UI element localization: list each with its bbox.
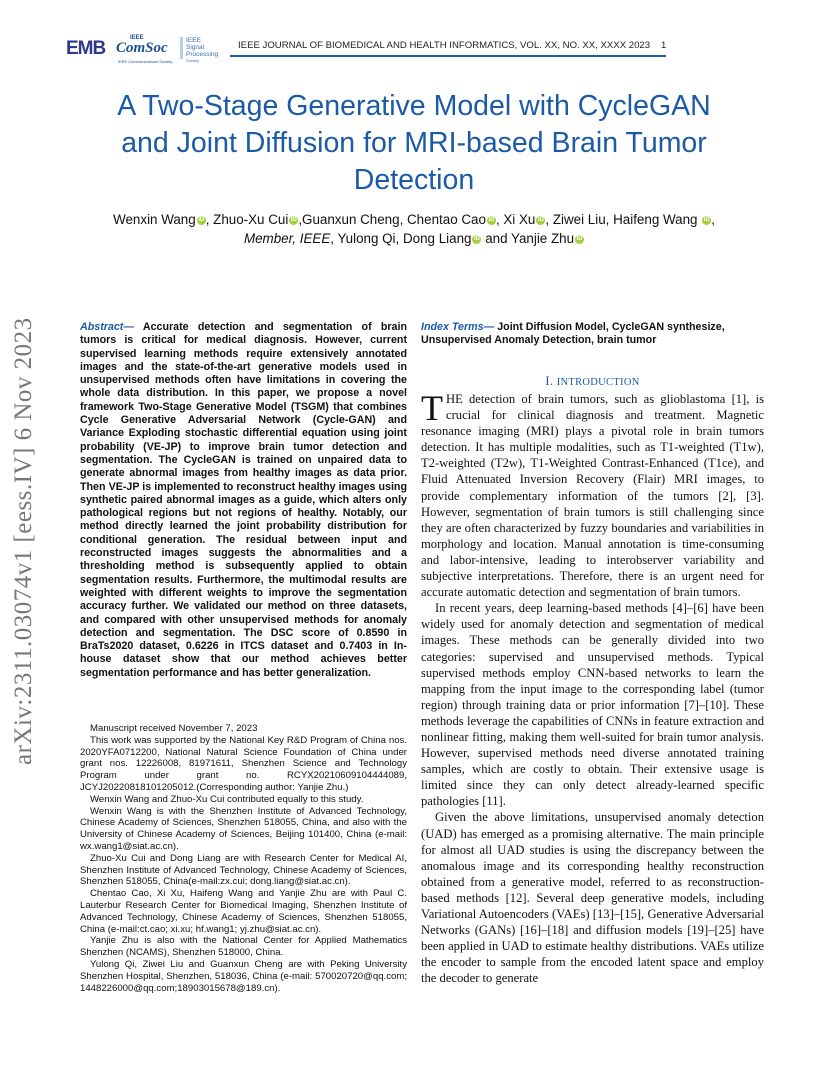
abstract-text: Accurate detection and segmentation of brain tumors is critical for medical diagnosis. However, current supervised learning methods require extensively annotated images and the state-of-the-art generative models used in unsupervised methods often have limitations in covering the whole data distribution. In this paper, we propose a novel framework Two-Stage Generative Model (TSGM) that combines Cycle Generative Adversarial Network (Cycle-GAN) and Variance Exploding stochastic differential equation using joint probability (VE-JP) to improve brain tumor detection and segmentation. The CycleGAN is trained on unpaired data to generate abnormal images from healthy images as data prior. Then VE-JP is implemented to reconstruct healthy images using synthetic paired abnormal images as a guide, which alters only pathological regions but not regions of healthy. Notably, our method directly learned the joint probability distribution for conditional generation. The residual between input and reconstructed images suggests the abnormalities and a thresholding method is subsequently applied to obtain segmentation results. Furthermore, the multimodal results are weighted with different weights to improve the segmentation accuracy further. We validated our method on three datasets, and compared with other unsupervised methods for anomaly detection and segmentation. The DSC score of 0.8590 in BraTs2020 dataset, 0.6226 in ITCS dataset and 0.7403 in In-house dataset show that our method achieves better segmentation performance and has better generalization. <box>80 321 407 679</box>
orcid-icon[interactable]: iD <box>198 217 205 223</box>
author-names-2: , Zhuo-Xu Cui <box>205 212 289 227</box>
footnote: This work was supported by the National Key R&D Program of China nos. 2020YFA0712200, National Natural Science Foundation of China under grant nos. 12226008, 81971611, Shenzhen Science and Technology Program under grant no. RCYX20210609104444089, JCYJ20220818101205012.(Corresponding author: Yanjie Zhu.) <box>80 734 407 793</box>
author-names-4: , Xi Xu <box>495 212 536 227</box>
orcid-icon[interactable]: iD <box>290 217 297 223</box>
arxiv-identifier: arXiv:2311.03074v1 [eess.IV] 6 Nov 2023 <box>10 317 37 765</box>
body-paragraph: In recent years, deep learning-based methods [4]–[6] have been widely used for anomaly detection and segmentation of medical images. These methods can be generally divided into two categories: supervised and unsupervised methods. Typical supervised methods employ CNN-based networks to learn the mapping from the input image to the corresponding label (tumor region) through training data or prior information [7]–[10]. These methods leverage the capabilities of CNNs in feature extraction and nonlinear fitting, making them well-suited for brain tumor analysis. However, supervised methods need diverse annotated training samples, which are costly to obtain. Their extensive usage is limited since they can only detect already-learned specific pathologies [11]. <box>421 601 764 809</box>
author-names-6: , Yulong Qi, Dong Liang <box>330 231 472 246</box>
index-terms <box>421 321 764 348</box>
author-names-5-end: , <box>711 212 715 227</box>
body-paragraph <box>421 388 764 600</box>
author-names-7: and Yanjie Zhu <box>481 231 575 246</box>
introduction-body <box>421 388 764 986</box>
sp-logo-line2: Processing <box>186 51 219 58</box>
journal-running-header: IEEE JOURNAL OF BIOMEDICAL AND HEALTH INFORMATICS, VOL. XX, NO. XX, XXXX 2023 <box>238 40 651 51</box>
page-number: 1 <box>661 40 667 51</box>
footnote: Yanjie Zhu is also with the National Center for Applied Mathematics Shenzhen (NCAMS), Shenzhen 518000, China. <box>80 935 407 959</box>
sp-logo-line3: Society <box>186 58 200 63</box>
footnote: Chentao Cao, Xi Xu, Haifeng Wang and Yanjie Zhu are with Paul C. Lauterbur Research Center for Biomedical Imaging, Shenzhen Institute of Advanced Technology, Chinese Academy of Sciences, Shenzhen 518055, China (e-mail:ct.cao; xi.xu; hf.wang1; yj.zhu@siat.ac.cn). <box>80 888 407 935</box>
footnote: Manuscript received November 7, 2023 <box>90 723 258 734</box>
signal-processing-logo <box>180 37 220 63</box>
orcid-icon[interactable]: iD <box>576 236 583 242</box>
drop-cap: T <box>421 388 443 428</box>
section-numeral: I. <box>545 374 557 388</box>
index-terms-text: Joint Diffusion Model, CycleGAN synthesize, Unsupervised Anomaly Detection, brain tumor <box>421 321 725 347</box>
footnote: Wenxin Wang and Zhuo-Xu Cui contributed equally to this study. <box>90 793 364 805</box>
header-rule <box>230 55 666 57</box>
body-paragraph: Given the above limitations, unsupervised anomaly detection (UAD) has emerged as a promising alternative. The main principle for almost all UAD studies is using the discrepancy between the anomalous image and its corresponding healthy reconstruction obtained from a generative model, referred to as reconstruction-based methods [12]. Several deep generative models, including Variational Autoencoders (VAEs) [13]–[15], Generative Adversarial Networks (GANs) [16]–[18] and diffusion models [19]–[25] have been applied in UAD to estimate healthy distributions. VAEs utilize the encoder to sample from the encoded latent space and employ the decoder to generate <box>421 810 764 986</box>
sp-logo-ieee: IEEE <box>186 37 201 44</box>
author-list <box>40 210 788 248</box>
footnote: Yulong Qi, Ziwei Liu and Guanxun Cheng are with Peking University Shenzhen Hospital, Shenzhen, 518036, China (e-mail: 570020720@qq.com; 1448226000@qq.com;18903015678@189.cn). <box>80 958 407 994</box>
section-title: INTRODUCTION <box>556 377 640 388</box>
emb-logo: EMB <box>66 38 106 59</box>
publisher-logos <box>66 34 226 66</box>
sp-logo-line1: Signal <box>186 44 205 51</box>
author-names-5: , Ziwei Liu, Haifeng Wang <box>545 212 702 227</box>
orcid-icon[interactable]: iD <box>488 217 495 223</box>
body-paragraph-text: HE detection of brain tumors, such as glioblastoma [1], is crucial for clinical diagnosis and treatment. Magnetic resonance imaging (MRI) plays a pivotal role in brain tumors detection. It has multiple modalities, such as T1-weighted (T1w), T2-weighted (T2w), T1-Weighted Contrast-Enhanced (T1ce), and Fluid Attenuated Inversion Recovery (Flair) MRI images, to provide complementary information of the tumors [2], [3]. However, segmentation of brain tumors is still challenging since they are often characterized by fuzzy boundaries and variabilities in morphology and location. Manual annotation is time-consuming and labor-intensive, leading to interobserver variability and subjective interpretations. Therefore, there is an urgent need for accurate automatic detection and segmentation of brain tumors. <box>421 392 764 600</box>
orcid-icon[interactable]: iD <box>703 217 710 223</box>
comsoc-logo-subtitle: IEEE Communications Society <box>118 59 173 64</box>
footnotes <box>80 723 407 994</box>
abstract <box>80 321 407 680</box>
author-names-3: ,Guanxun Cheng, Chentao Cao <box>298 212 486 227</box>
comsoc-logo-ieee: IEEE <box>130 35 144 41</box>
footnote: Wenxin Wang is with the Shenzhen Institute of Advanced Technology, Chinese Academy of Sciences, Shenzhen 518055, China, and also with the University of Chinese Academy of Sciences, Beijing 101400, China (e-mail: wx.wang1@siat.ac.cn). <box>80 805 407 852</box>
title-line-3: Detection <box>353 164 475 196</box>
orcid-icon[interactable]: iD <box>537 217 544 223</box>
title-line-1: A Two-Stage Generative Model with CycleGAN <box>117 90 711 122</box>
member-ieee: Member, IEEE <box>243 231 331 246</box>
signal-processing-logo-bar <box>180 37 183 59</box>
paper-title <box>60 88 768 199</box>
orcid-icon[interactable]: iD <box>473 236 480 242</box>
author-names-1: Wenxin Wang <box>113 212 196 227</box>
index-terms-label: Index Terms— <box>421 321 495 333</box>
comsoc-logo: ComSoc <box>116 40 168 56</box>
title-line-2: and Joint Diffusion for MRI-based Brain Tumor <box>121 127 707 159</box>
footnote: Zhuo-Xu Cui and Dong Liang are with Research Center for Medical AI, Shenzhen Institute of Advanced Technology, Chinese Academy of Sciences, Shenzhen 518055, China(e-mail:zx.cui; dong.liang@siat.ac.cn). <box>80 852 407 888</box>
section-heading-introduction <box>421 374 764 389</box>
abstract-label: Abstract— <box>80 321 135 333</box>
